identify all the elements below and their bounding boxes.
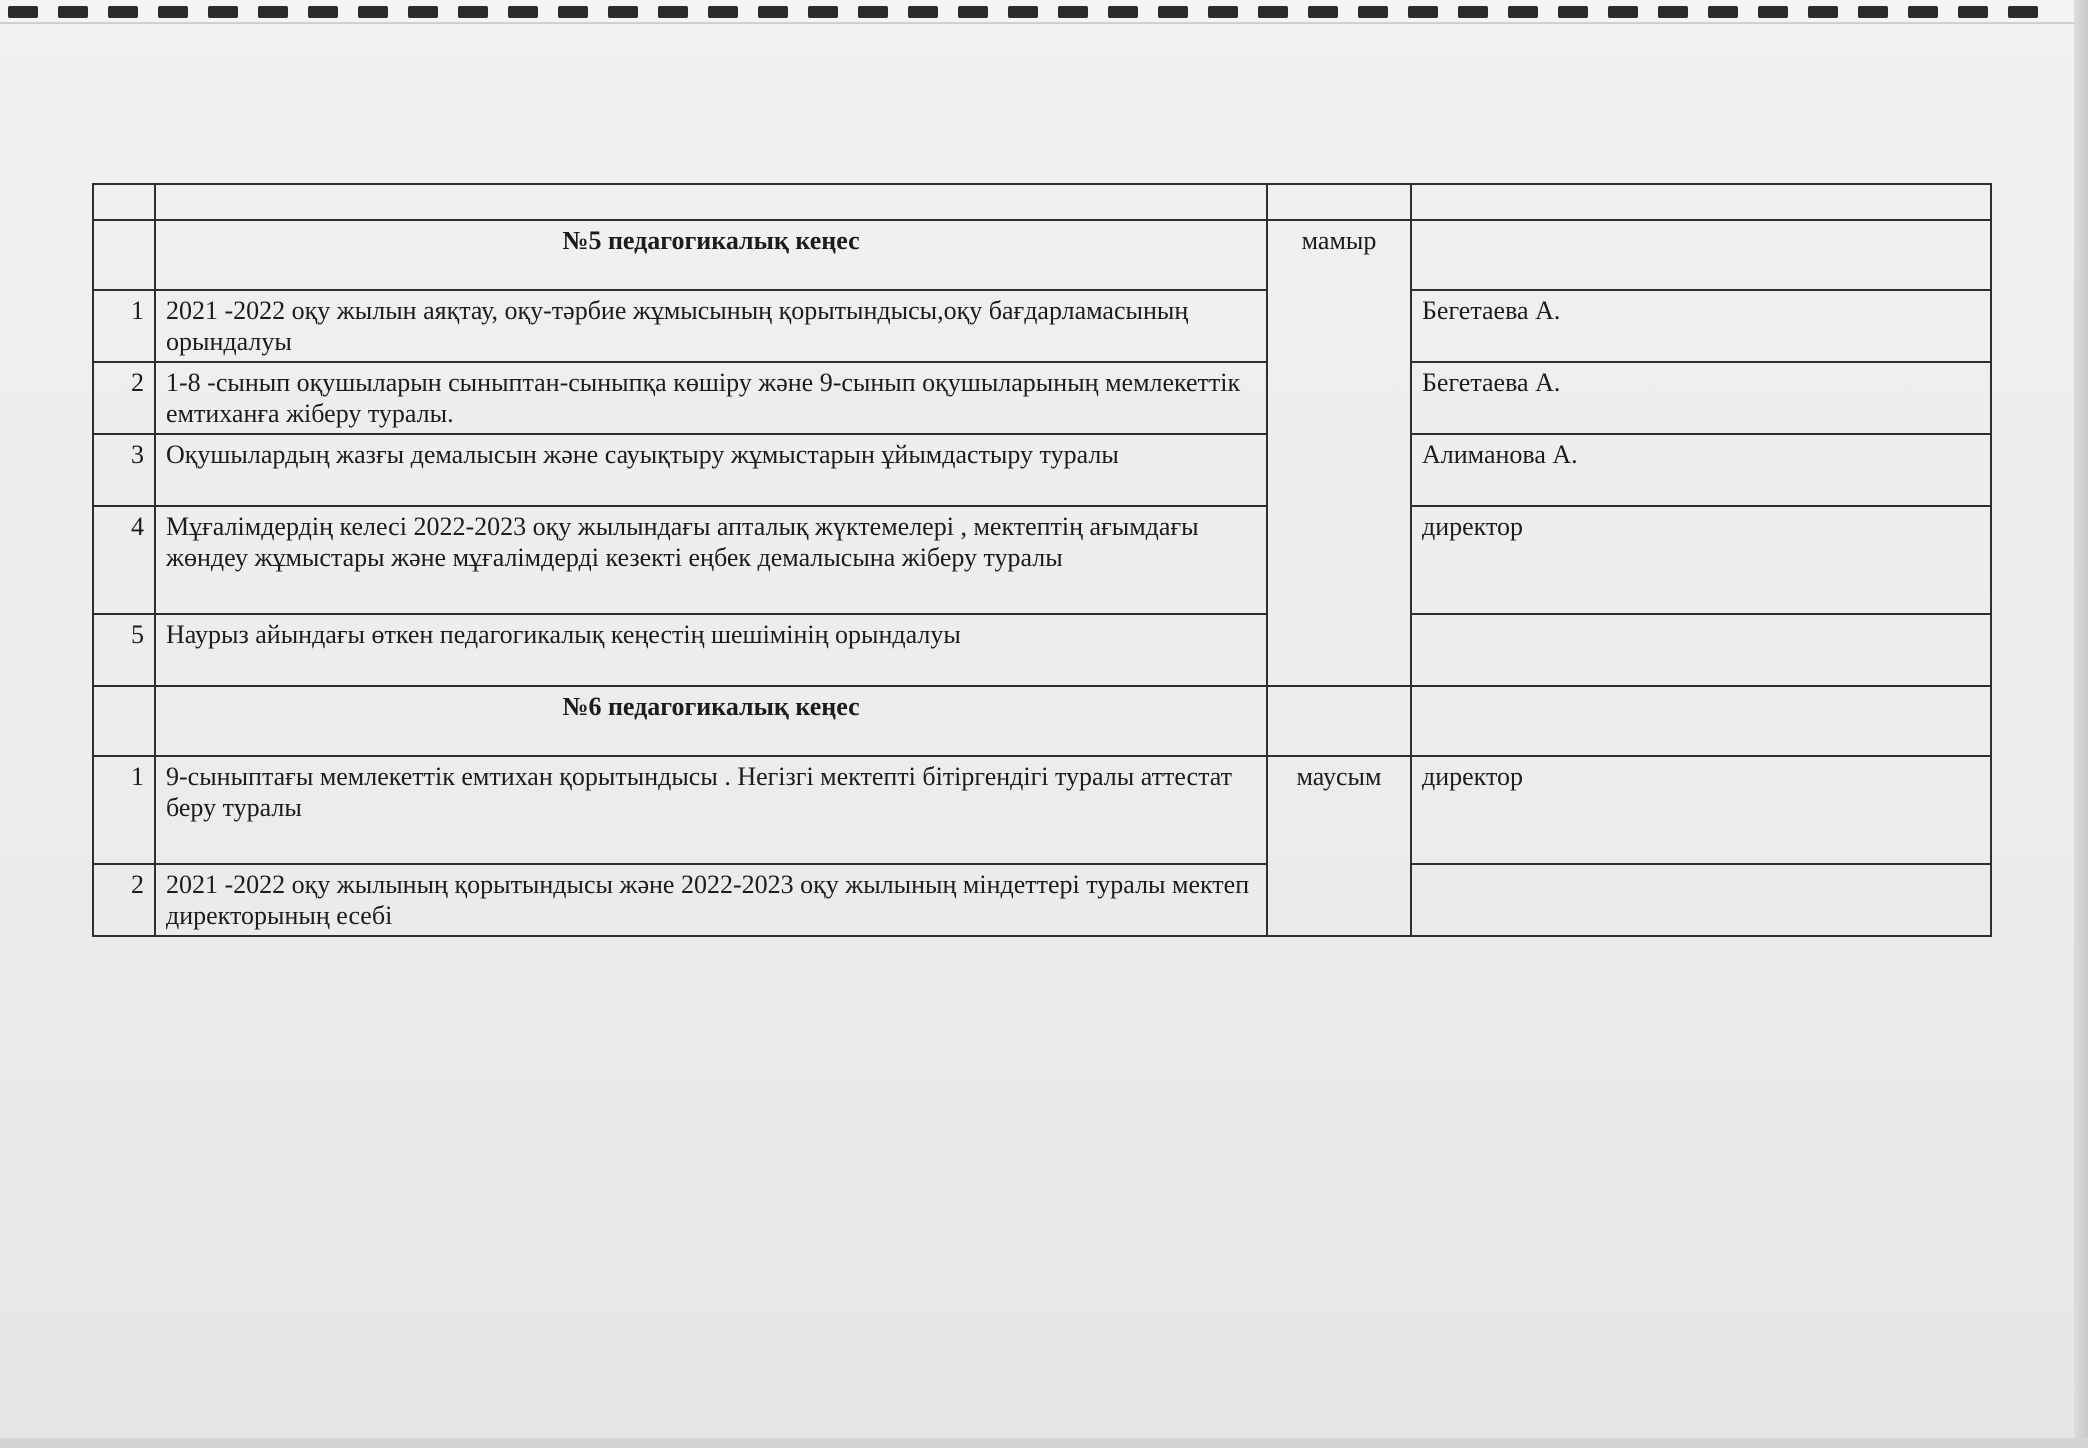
row-number: 1 — [93, 290, 155, 362]
responsible-person: Бегетаева А. — [1411, 290, 1991, 362]
row-number: 5 — [93, 614, 155, 686]
empty-cell — [1267, 686, 1411, 756]
agenda-topic: Мұғалімдердің келесі 2022-2023 оқу жылындағы апталық жүктемелері , мектептің ағымдағы жөндеу жұмыстары және мұғалімдерді кезекті еңбек демалысына жіберу туралы — [155, 506, 1267, 614]
responsible-person: Алиманова А. — [1411, 434, 1991, 506]
agenda-topic: Наурыз айындағы өткен педагогикалық кеңестің шешімінің орындалуы — [155, 614, 1267, 686]
responsible-person: директор — [1411, 756, 1991, 864]
empty-cell — [93, 184, 155, 220]
agenda-topic: 9-сыныптағы мемлекеттік емтихан қорытындысы . Негізгі мектепті бітіргендігі туралы аттестат беру туралы — [155, 756, 1267, 864]
council6-title: №6 педагогикалық кеңес — [155, 686, 1267, 756]
page-edge — [0, 1438, 2088, 1448]
council6-heading-row — [93, 686, 1991, 756]
empty-cell — [155, 184, 1267, 220]
empty-cell — [1411, 184, 1991, 220]
empty-cell — [93, 220, 155, 290]
agenda-topic: 1-8 -сынып оқушыларын сыныптан-сыныпқа көшіру және 9-сынып оқушыларының мемлекеттік емтиханға жіберу туралы. — [155, 362, 1267, 434]
row-number: 3 — [93, 434, 155, 506]
empty-cell — [1267, 184, 1411, 220]
responsible-person — [1411, 614, 1991, 686]
row-number: 4 — [93, 506, 155, 614]
table-row — [93, 362, 1991, 434]
row-number: 2 — [93, 864, 155, 936]
row-number: 2 — [93, 362, 155, 434]
council5-title: №5 педагогикалық кеңес — [155, 220, 1267, 290]
agenda-topic: Оқушылардың жазғы демалысын және сауықтыру жұмыстарын ұйымдастыру туралы — [155, 434, 1267, 506]
council6-month: маусым — [1267, 756, 1411, 936]
empty-cell — [93, 686, 155, 756]
council5-month: мамыр — [1267, 220, 1411, 686]
responsible-person: директор — [1411, 506, 1991, 614]
row-number: 1 — [93, 756, 155, 864]
table-row — [93, 506, 1991, 614]
table-row — [93, 434, 1991, 506]
agenda-topic: 2021 -2022 оқу жылының қорытындысы және 2022-2023 оқу жылының міндеттері туралы мектеп директорының есебі — [155, 864, 1267, 936]
table-header-row — [93, 184, 1991, 220]
table-row — [93, 864, 1991, 936]
responsible-person — [1411, 864, 1991, 936]
spiral-binding — [0, 0, 2088, 24]
empty-cell — [1411, 220, 1991, 290]
page-edge — [2074, 0, 2088, 1448]
council-plan-table — [92, 183, 1992, 937]
table-row — [93, 290, 1991, 362]
agenda-topic: 2021 -2022 оқу жылын аяқтау, оқу-тәрбие жұмысының қорытындысы,оқу бағдарламасының орындалуы — [155, 290, 1267, 362]
empty-cell — [1411, 686, 1991, 756]
responsible-person: Бегетаева А. — [1411, 362, 1991, 434]
table-row — [93, 614, 1991, 686]
council5-heading-row — [93, 220, 1991, 290]
table-row — [93, 756, 1991, 864]
